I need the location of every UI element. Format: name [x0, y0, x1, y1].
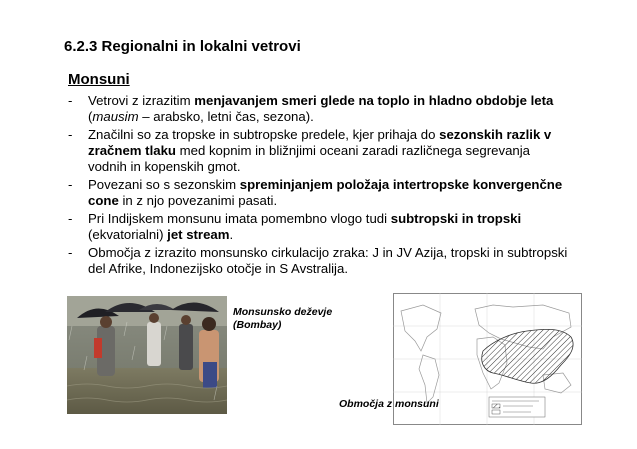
bullet-text-segment: Pri Indijskem monsunu imata pomembno vlogo tudi — [88, 211, 391, 226]
bullet-text-segment: subtropski in tropski — [390, 211, 522, 226]
photo-caption — [233, 306, 332, 332]
bullet-text-segment: Območja z izrazito monsunsko cirkulacijo zraka: J in JV Azija, tropski in subtropski del Afrike, Indonezijsko otočje in S Avstralija. — [88, 245, 568, 276]
bullet-dash: - — [68, 93, 73, 108]
photo-caption-line-2: (Bombay) — [233, 319, 282, 331]
bullet-text-segment: menjavanjem smeri glede na toplo in hladno obdobje leta — [194, 93, 554, 108]
bullet-text-segment: spreminjanjem položaja intertropske konvergenčne cone — [88, 177, 563, 208]
bullet-item — [68, 93, 568, 125]
bullet-text-segment: mausim — [92, 109, 139, 124]
bullet-dash: - — [68, 211, 73, 226]
photo-caption-line-1: Monsunsko deževje — [233, 306, 333, 318]
bullet-text-segment: in z njo povezanimi pasati. — [118, 193, 278, 208]
bullet-text-segment: jet stream — [167, 227, 230, 242]
bullet-item — [68, 177, 568, 209]
bullet-list — [68, 93, 568, 279]
bullet-text-segment: ( — [88, 109, 93, 124]
bullet-text-segment: Povezani so s sezonskim — [88, 177, 240, 192]
bullet-text-segment: Značilni so za tropske in subtropske predele, kjer prihaja do — [88, 127, 440, 142]
bullet-dash: - — [68, 177, 73, 192]
bullet-text-segment: med kopnim in bližnjimi oceani zaradi različnega segrevanja vodnih in kopenskih gmot. — [88, 143, 531, 174]
bullet-text-segment: – arabsko, letni čas, sezona). — [138, 109, 314, 124]
bullet-text-segment: (ekvatorialni) — [88, 227, 168, 242]
monsoon-photo-illustration — [67, 296, 227, 414]
bullet-text-segment: sezonskih razlik v zračnem tlaku — [88, 127, 552, 158]
section-heading: 6.2.3 Regionalni in lokalni vetrovi — [64, 38, 301, 55]
map-caption: Območja z monsuni — [339, 398, 439, 410]
bullet-item — [68, 211, 568, 243]
bullet-text-segment: . — [229, 227, 234, 242]
bullet-item — [68, 245, 568, 277]
subsection-title: Monsuni — [68, 71, 130, 88]
monsoon-rain-photo — [67, 296, 227, 414]
bullet-item — [68, 127, 568, 175]
bullet-text-segment: Vetrovi z izrazitim — [88, 93, 195, 108]
bullet-dash: - — [68, 245, 73, 260]
bullet-dash: - — [68, 127, 73, 142]
